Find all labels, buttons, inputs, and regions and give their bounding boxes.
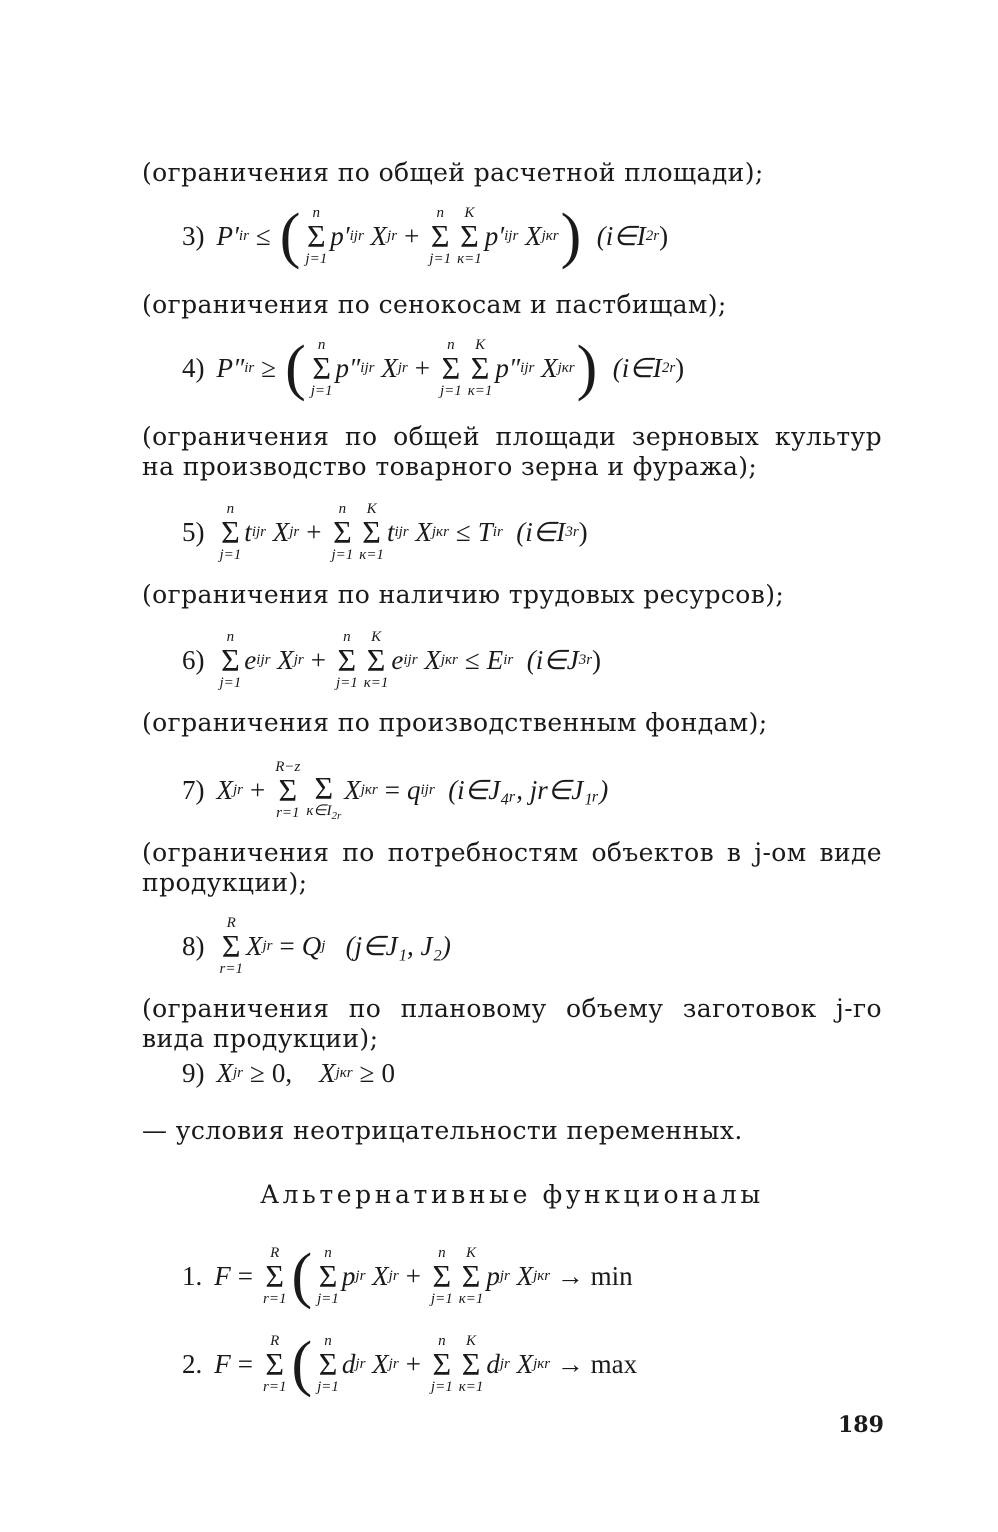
formula-7: 7) X jr + R−z Σ r=1 Σ $к\in I_{2r}$ X jкr = q ijr (i∈J₄ᵣ, jr∈J₁ᵣ) <box>182 759 609 822</box>
functional-2-target: → max <box>556 1348 638 1379</box>
formula-6: 6) n Σ j=1 e ijr X jr + n Σ j=1 K Σ к=1 e ijr X jкr ≤ E ir (i∈J 3r ) <box>182 629 602 691</box>
paragraph-grain-area: (ограничения по общей площади зерновых культур на производство товарного зерна и фуража); <box>142 422 882 481</box>
paragraph-demand: (ограничения по потребностям объектов в j-ом виде продукции); <box>142 838 882 897</box>
formula-4: 4) P″ ir ≥ ( n Σ j=1 p″ ijr X jr + n Σ j=1 K Σ к=1 p″ ijr X jкr ) (i∈I 2r ) <box>182 334 685 402</box>
paragraph-nonnegativity: — условия неотрицательности переменных. <box>142 1116 743 1145</box>
paragraph-hay-pasture: (ограничения по сенокосам и пастбищам); <box>142 290 727 319</box>
formula-3-number: 3) <box>182 220 205 251</box>
formula-9: 9) X jr ≥ 0, X jкr ≥ 0 <box>182 1057 395 1088</box>
functional-1-target: → min <box>556 1260 633 1291</box>
paragraph-funds: (ограничения по производственным фондам); <box>142 708 768 737</box>
formula-5: 5) n Σ j=1 t ijr X jr + n Σ j=1 K Σ к=1 t ijr X jкr ≤ T ir (i∈I 3r ) <box>182 501 588 563</box>
paragraph-area-limits: (ограничения по общей расчетной площади); <box>142 158 764 187</box>
section-heading: Альтернативные функционалы <box>260 1180 764 1209</box>
formula-3-lhs: P′ <box>216 220 239 251</box>
formula-3: 3) P′ ir ≤ ( n Σ j=1 p′ ijr X jr + n Σ j=1 K Σ к=1 p′ ijr X jкr ) (i∈I 2r ) <box>182 202 669 270</box>
paragraph-plan-volume: (ограничения по плановому объему заготовок j-го вида продукции); <box>142 994 882 1053</box>
paragraph-labor: (ограничения по наличию трудовых ресурсов); <box>142 580 785 609</box>
formula-3-relation: ≤ <box>255 220 271 251</box>
functional-1: 1. F = R Σ r=1 ( n Σ j=1 p jr X jr + n Σ j=1 K Σ к=1 p jr X jкr → min <box>182 1242 633 1310</box>
functional-2: 2. F = R Σ r=1 ( n Σ j=1 d jr X jr + n Σ j=1 K Σ к=1 d jr X jкr → max <box>182 1330 638 1398</box>
page-number: 189 <box>838 1412 884 1438</box>
formula-8: 8) R Σ r=1 X jr = Q j (j∈J₁, J₂) <box>182 915 451 977</box>
